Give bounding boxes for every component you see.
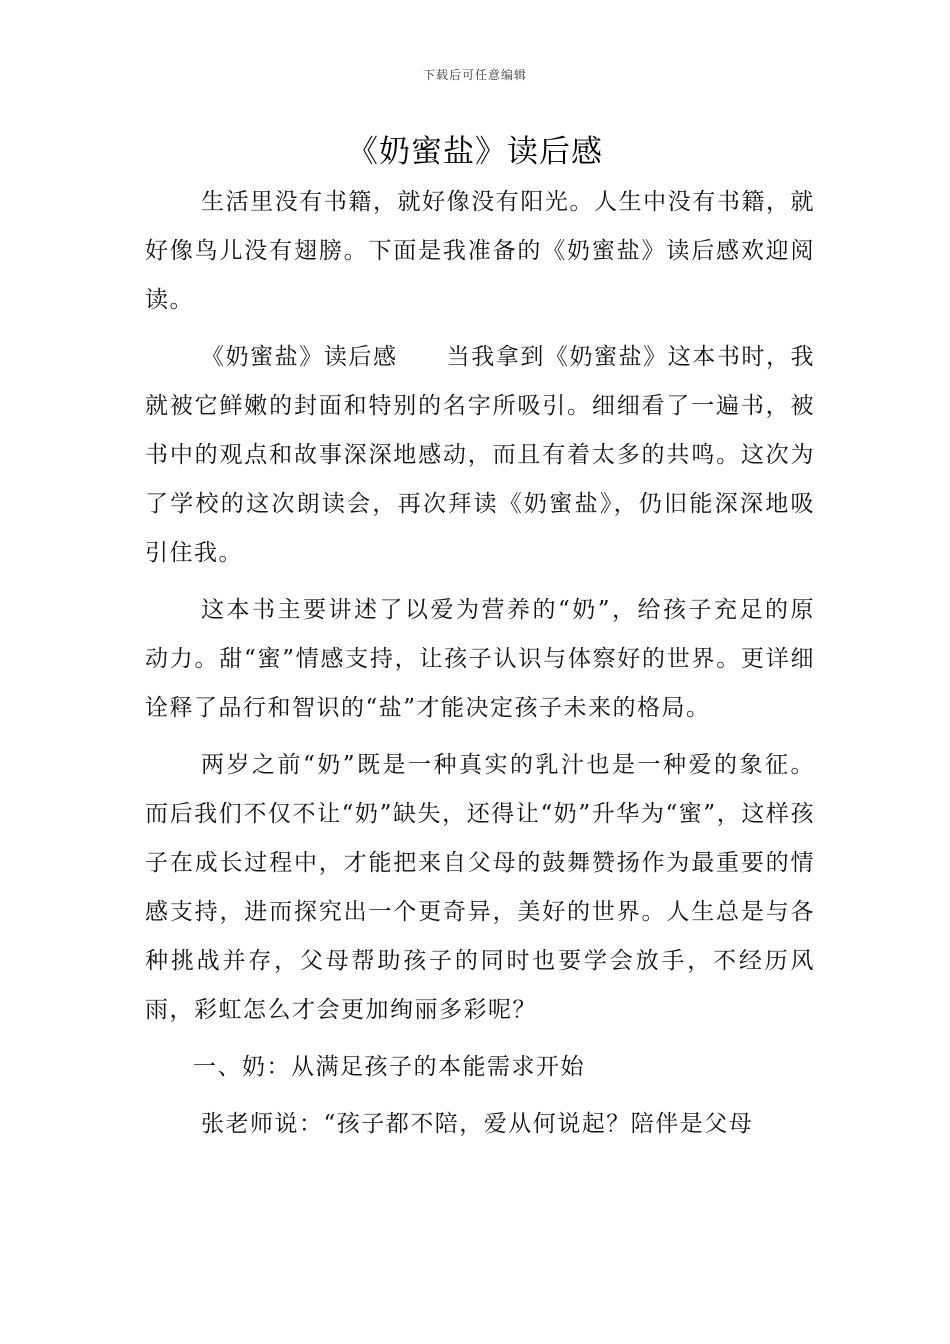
section-heading-milk: 一、奶：从满足孩子的本能需求开始 bbox=[193, 1054, 585, 1080]
paragraph-intro: 生活里没有书籍，就好像没有阳光。人生中没有书籍，就好像鸟儿没有翅膀。下面是我准备的《奶蜜盐》读后感欢迎阅读。 bbox=[145, 189, 815, 313]
document-body bbox=[145, 178, 815, 1157]
paragraph-first-impression: 《奶蜜盐》读后感 当我拿到《奶蜜盐》这本书时，我就被它鲜嫩的封面和特别的名字所吸引。细细看了一遍书，被书中的观点和故事深深地感动，而且有着太多的共鸣。这次为了学校的这次朗读会，再次拜读《奶蜜盐》，仍旧能深深地吸引住我。 bbox=[145, 344, 815, 566]
paragraph-milk-honey: 两岁之前“奶”既是一种真实的乳汁也是一种爱的象征。而后我们不仅不让“奶”缺失，还得让“奶”升华为“蜜”，这样孩子在成长过程中，才能把来自父母的鼓舞赞扬作为最重要的情感支持，进而探究出一个更奇异，美好的世界。人生总是与各种挑战并存，父母帮助孩子的同时也要学会放手，不经历风雨，彩虹怎么才会更加绚丽多彩呢？ bbox=[145, 752, 815, 1023]
document-title: 《奶蜜盐》读后感 bbox=[347, 134, 603, 170]
paragraph-book-summary: 这本书主要讲述了以爱为营养的“奶”，给孩子充足的原动力。甜“蜜”情感支持，让孩子认识与体察好的世界。更详细诠释了品行和智识的“盐”才能决定孩子未来的格局。 bbox=[145, 597, 815, 721]
header-note: 下载后可任意编辑 bbox=[422, 68, 527, 82]
paragraph-teacher-quote: 张老师说：“孩子都不陪，爱从何说起？陪伴是父母 bbox=[201, 1111, 754, 1137]
